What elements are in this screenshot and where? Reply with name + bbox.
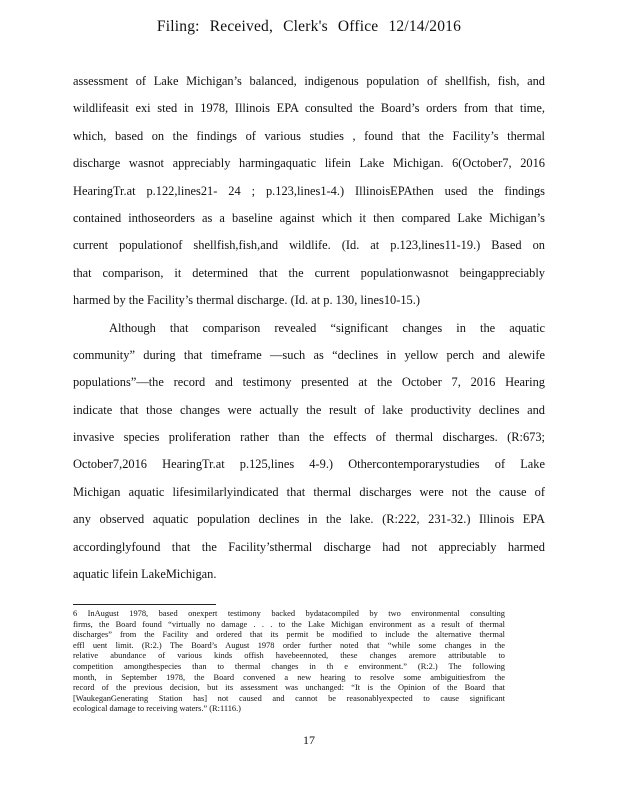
footnote-divider xyxy=(73,604,216,605)
body-line: HearingTr.at p.122,lines21- 24 ; p.123,lines1-4.) IllinoisEPAthen used the findings xyxy=(73,183,545,198)
footnote-line: relative abundance of various kinds offish havebeennoted, these changes aremore attributable to xyxy=(73,651,505,661)
body-line: invasive species proliferation rather than the effects of thermal discharges. (R:673; xyxy=(73,430,545,445)
body-line: any observed aquatic population declines in the lake. (R:222, 231-32.) Illinois EPA xyxy=(73,512,545,527)
footnote-line: discharges” from the Facility and ordered that its permit be modified to include the alternative thermal xyxy=(73,630,505,640)
body-line: that comparison, it determined that the current populationwasnot beingappreciably xyxy=(73,265,545,280)
footnote-line: [WaukeganGenerating Station has] not caused and cannot be reasonablyexpected to cause significant xyxy=(73,693,505,703)
footnote xyxy=(73,609,505,715)
body-line: Although that comparison revealed “significant changes in the aquatic xyxy=(109,320,545,335)
body-line: current populationof shellfish,fish,and wildlife. (Id. at p.123,lines11-19.) Based on xyxy=(73,238,545,253)
footnote-line: competition amongthespecies than to thermal changes in th e environment.” (R:2.) The following xyxy=(73,661,505,671)
body-line: accordinglyfound that the Facility’sthermal discharge had not appreciably harmed xyxy=(73,539,545,554)
footnote-line: ecological damage to receiving waters.” (R:1116.) xyxy=(73,704,241,714)
body-line: Michigan aquatic lifesimilarlyindicated that thermal discharges were not the cause of xyxy=(73,484,545,499)
footnote-line: 6 InAugust 1978, based onexpert testimony backed bydatacompiled by two environmental consulting xyxy=(73,609,505,618)
body-text xyxy=(73,68,545,588)
filing-stamp-header: Filing: Received, Clerk's Office 12/14/2016 xyxy=(156,18,462,35)
body-line: which, based on the findings of various studies , found that the Facility’s thermal xyxy=(73,128,545,143)
body-line: indicate that those changes were actually the result of lake productivity declines and xyxy=(73,402,545,417)
footnote-line: record of the previous decision, but its assessment was unchanged: “It is the Opinion of the Board that xyxy=(73,683,505,693)
body-line: wildlifeasit exi sted in 1978, Illinois EPA consulted the Board’s orders from that time, xyxy=(73,101,545,116)
body-line: assessment of Lake Michigan’s balanced, indigenous population of shellfish, fish, and xyxy=(73,74,545,88)
body-line: aquatic lifein LakeMichigan. xyxy=(73,567,217,582)
footnote-line: month, in September 1978, the Board convened a new hearing to resolve some ambiguitiesfrom the xyxy=(73,672,505,682)
footnote-line: effl uent limit. (R:2.) The Board’s August 1978 order further noted that “while some changes in the xyxy=(73,640,505,650)
body-line: community” during that timeframe —such as “declines in yellow perch and alewife xyxy=(73,347,545,362)
body-line: October7,2016 HearingTr.at p.125,lines 4-9.) Othercontemporarystudies of Lake xyxy=(73,457,545,472)
footnote-line: firms, the Board found “virtually no damage . . . to the Lake Michigan environment as a result of thermal xyxy=(73,619,505,629)
body-line: populations”—the record and testimony presented at the October 7, 2016 Hearing xyxy=(73,375,545,390)
body-line: contained inthoseorders as a baseline against which it then compared Lake Michigan’s xyxy=(73,210,545,225)
body-line: harmed by the Facility’s thermal discharge. (Id. at p. 130, lines10-15.) xyxy=(73,293,420,308)
body-line: discharge wasnot appreciably harmingaquatic lifein Lake Michigan. 6(October7, 2016 xyxy=(73,156,545,171)
page-number: 17 xyxy=(303,733,315,747)
